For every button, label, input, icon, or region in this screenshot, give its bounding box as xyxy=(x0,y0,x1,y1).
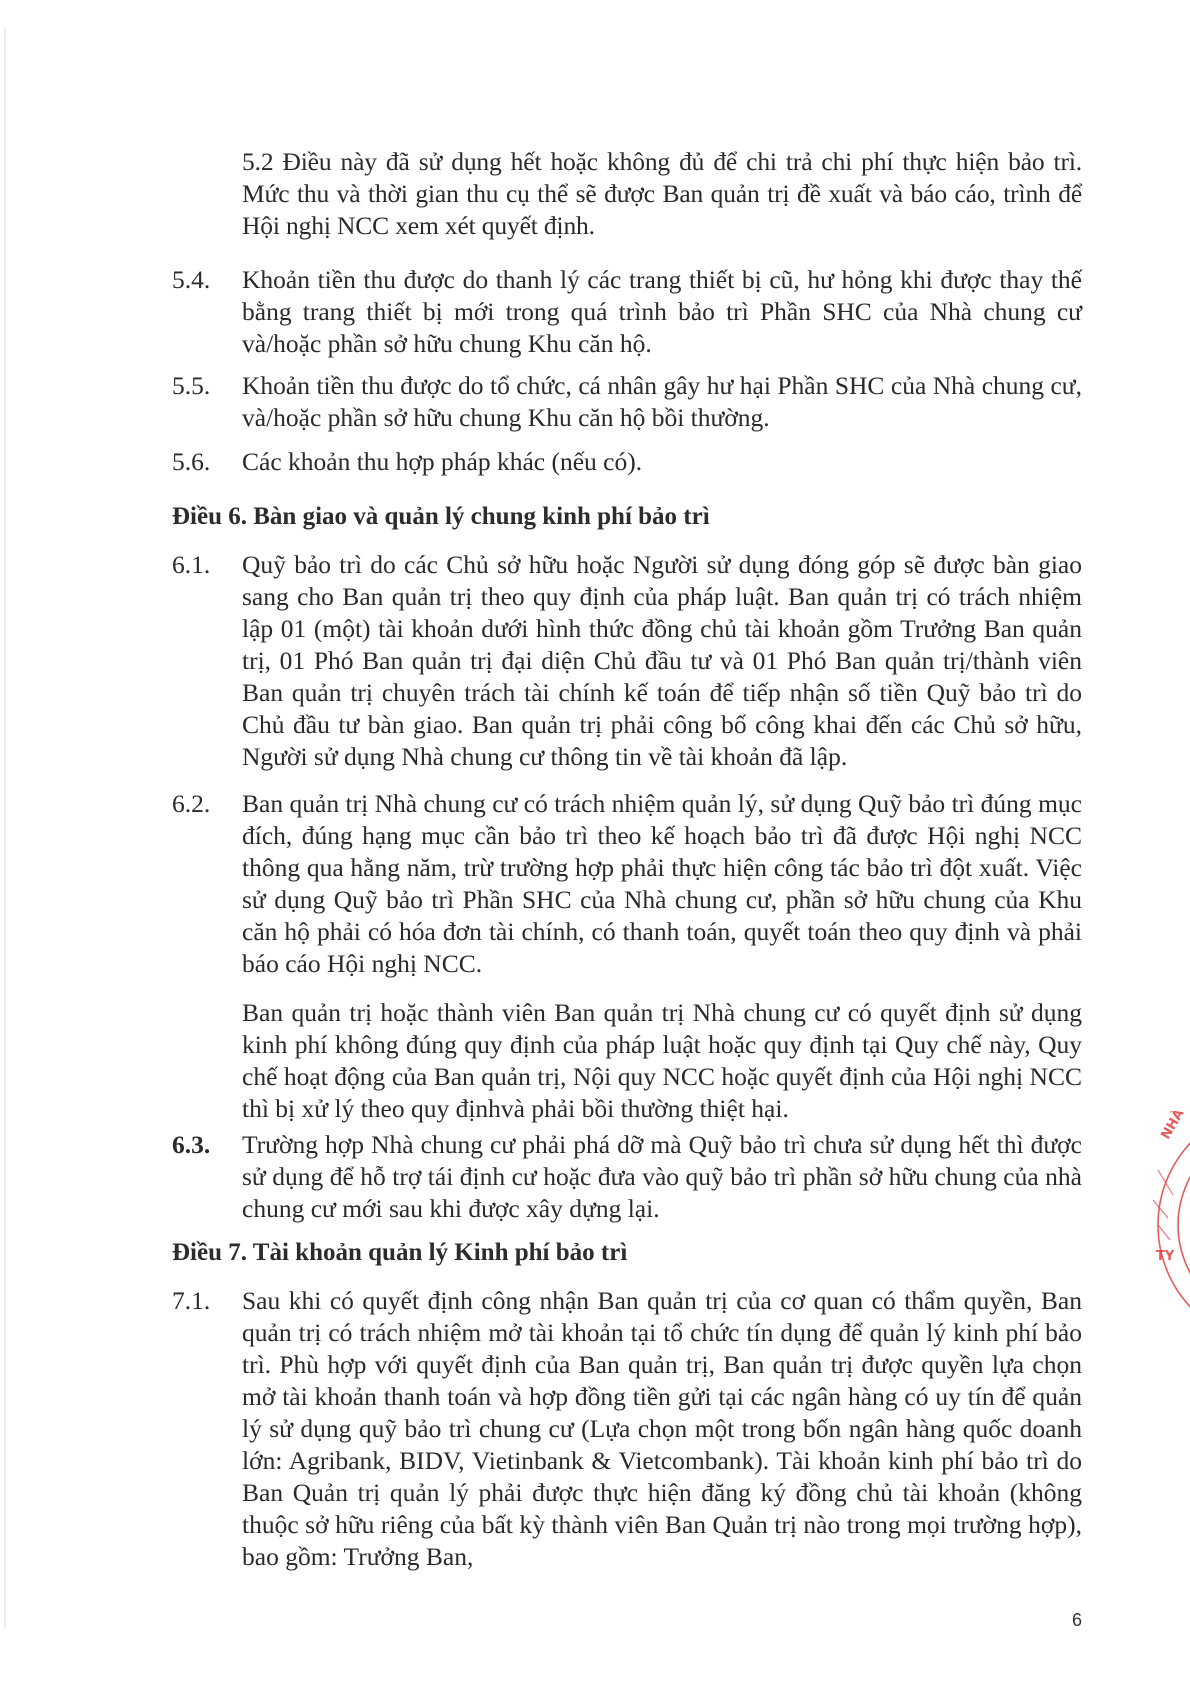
list-item-5-5 xyxy=(172,370,1082,434)
list-item-6-1 xyxy=(172,549,1082,773)
item-number: 6.2. xyxy=(172,789,211,818)
item-text: Các khoản thu hợp pháp khác (nếu có). xyxy=(242,447,643,476)
article-7-heading: Điều 7. Tài khoản quản lý Kinh phí bảo trì xyxy=(172,1239,628,1266)
list-item-7-1 xyxy=(172,1285,1082,1605)
list-item-6-3 xyxy=(172,1129,1082,1225)
article-6-heading: Điều 6. Bàn giao và quản lý chung kinh phí bảo trì xyxy=(172,503,710,530)
paragraph-5-2: 5.2 Điều này đã sử dụng hết hoặc không đủ để chi trả chi phí thực hiện bảo trì. Mức thu và thời gian thu cụ thể sẽ được Ban quản trị đề xuất và báo cáo, trình để Hội nghị NCC xem xét quyết định. xyxy=(242,147,1082,240)
list-item-6-2 xyxy=(172,788,1082,980)
item-number: 7.1. xyxy=(172,1286,211,1315)
item-number: 5.6. xyxy=(172,447,211,476)
seal-text-fragment: NHÀ xyxy=(1158,1106,1188,1142)
item-number: 6.3. xyxy=(172,1130,211,1159)
item-text: Ban quản trị hoặc thành viên Ban quản trị Nhà chung cư có quyết định sử dụng kinh phí không đúng quy định của pháp luật hoặc quy định tại Quy chế này, Quy chế hoạt động của Ban quản trị, Nội quy NCC hoặc quyết định của Hội nghị NCC thì bị xử lý theo quy địnhvà phải bồi thường thiệt hại. xyxy=(242,998,1082,1123)
seal-text-fragment: TY xyxy=(1156,1249,1175,1264)
list-item-5-6 xyxy=(172,446,1082,478)
item-text: Khoản tiền thu được do tổ chức, cá nhân gây hư hại Phần SHC của Nhà chung cư, và/hoặc phần sở hữu chung Khu căn hộ bồi thường. xyxy=(242,371,1082,432)
item-number: 5.5. xyxy=(172,371,211,400)
item-text: Sau khi có quyết định công nhận Ban quản trị của cơ quan có thẩm quyền, Ban quản trị có trách nhiệm mở tài khoản tại tổ chức tín dụng để quản lý kinh phí bảo trì. Phù hợp với quyết định của Ban quản trị, Ban quản trị được quyền lựa chọn mở tài khoản thanh toán và hợp đồng tiền gửi tại các ngân hàng có uy tín để quản lý sử dụng quỹ bảo trì chung cư (Lựa chọn một trong bốn ngân hàng quốc doanh lớn: Agribank, BIDV, Vietinbank & Vietcombank). Tài khoản kinh phí bảo trì do Ban Quản trị quản lý phải được thực hiện đăng ký đồng chủ tài khoản (không thuộc sở hữu riêng của bất kỳ thành viên Ban Quản trị nào trong mọi trường hợp), bao gồm: Trưởng Ban, xyxy=(242,1286,1082,1571)
item-text: Trường hợp Nhà chung cư phải phá dỡ mà Quỹ bảo trì chưa sử dụng hết thì được sử dụng để hỗ trợ tái định cư hoặc đưa vào quỹ bảo trì phần sở hữu chung của nhà chung cư mới sau khi được xây dựng lại. xyxy=(242,1130,1082,1223)
item-number: 5.4. xyxy=(172,265,211,294)
page-number: 6 xyxy=(1072,1610,1083,1630)
list-item-5-4 xyxy=(172,264,1082,360)
seal-graphic xyxy=(1138,1100,1190,1350)
item-text: Ban quản trị Nhà chung cư có trách nhiệm quản lý, sử dụng Quỹ bảo trì đúng mục đích, đúng hạng mục cần bảo trì theo kế hoạch bảo trì đã được Hội nghị NCC thông qua hằng năm, trừ trường hợp phải thực hiện công tác bảo trì đột xuất. Việc sử dụng Quỹ bảo trì Phần SHC của Nhà chung cư, phần sở hữu chung của Khu căn hộ phải có hóa đơn tài chính, có thanh toán, quyết toán theo quy định và phải báo cáo Hội nghị NCC. xyxy=(242,789,1082,978)
item-text: Quỹ bảo trì do các Chủ sở hữu hoặc Người sử dụng đóng góp sẽ được bàn giao sang cho Ban quản trị theo quy định của pháp luật. Ban quản trị có trách nhiệm lập 01 (một) tài khoản dưới hình thức đồng chủ tài khoản gồm Trưởng Ban quản trị, 01 Phó Ban quản trị đại diện Chủ đầu tư và 01 Phó Ban quản trị/thành viên Ban quản trị chuyên trách tài chính kế toán để tiếp nhận số tiền Quỹ bảo trì do Chủ đầu tư bàn giao. Ban quản trị phải công bố công khai đến các Chủ sở hữu, Người sử dụng Nhà chung cư thông tin về tài khoản đã lập. xyxy=(242,550,1082,771)
item-number: 6.1. xyxy=(172,550,211,579)
red-seal-stamp xyxy=(1138,1100,1190,1350)
paragraph-6-2-continued xyxy=(172,997,1082,1125)
item-text: Khoản tiền thu được do thanh lý các trang thiết bị cũ, hư hỏng khi được thay thế bằng trang thiết bị mới trong quá trình bảo trì Phần SHC của Nhà chung cư và/hoặc phần sở hữu chung Khu căn hộ. xyxy=(242,265,1082,358)
